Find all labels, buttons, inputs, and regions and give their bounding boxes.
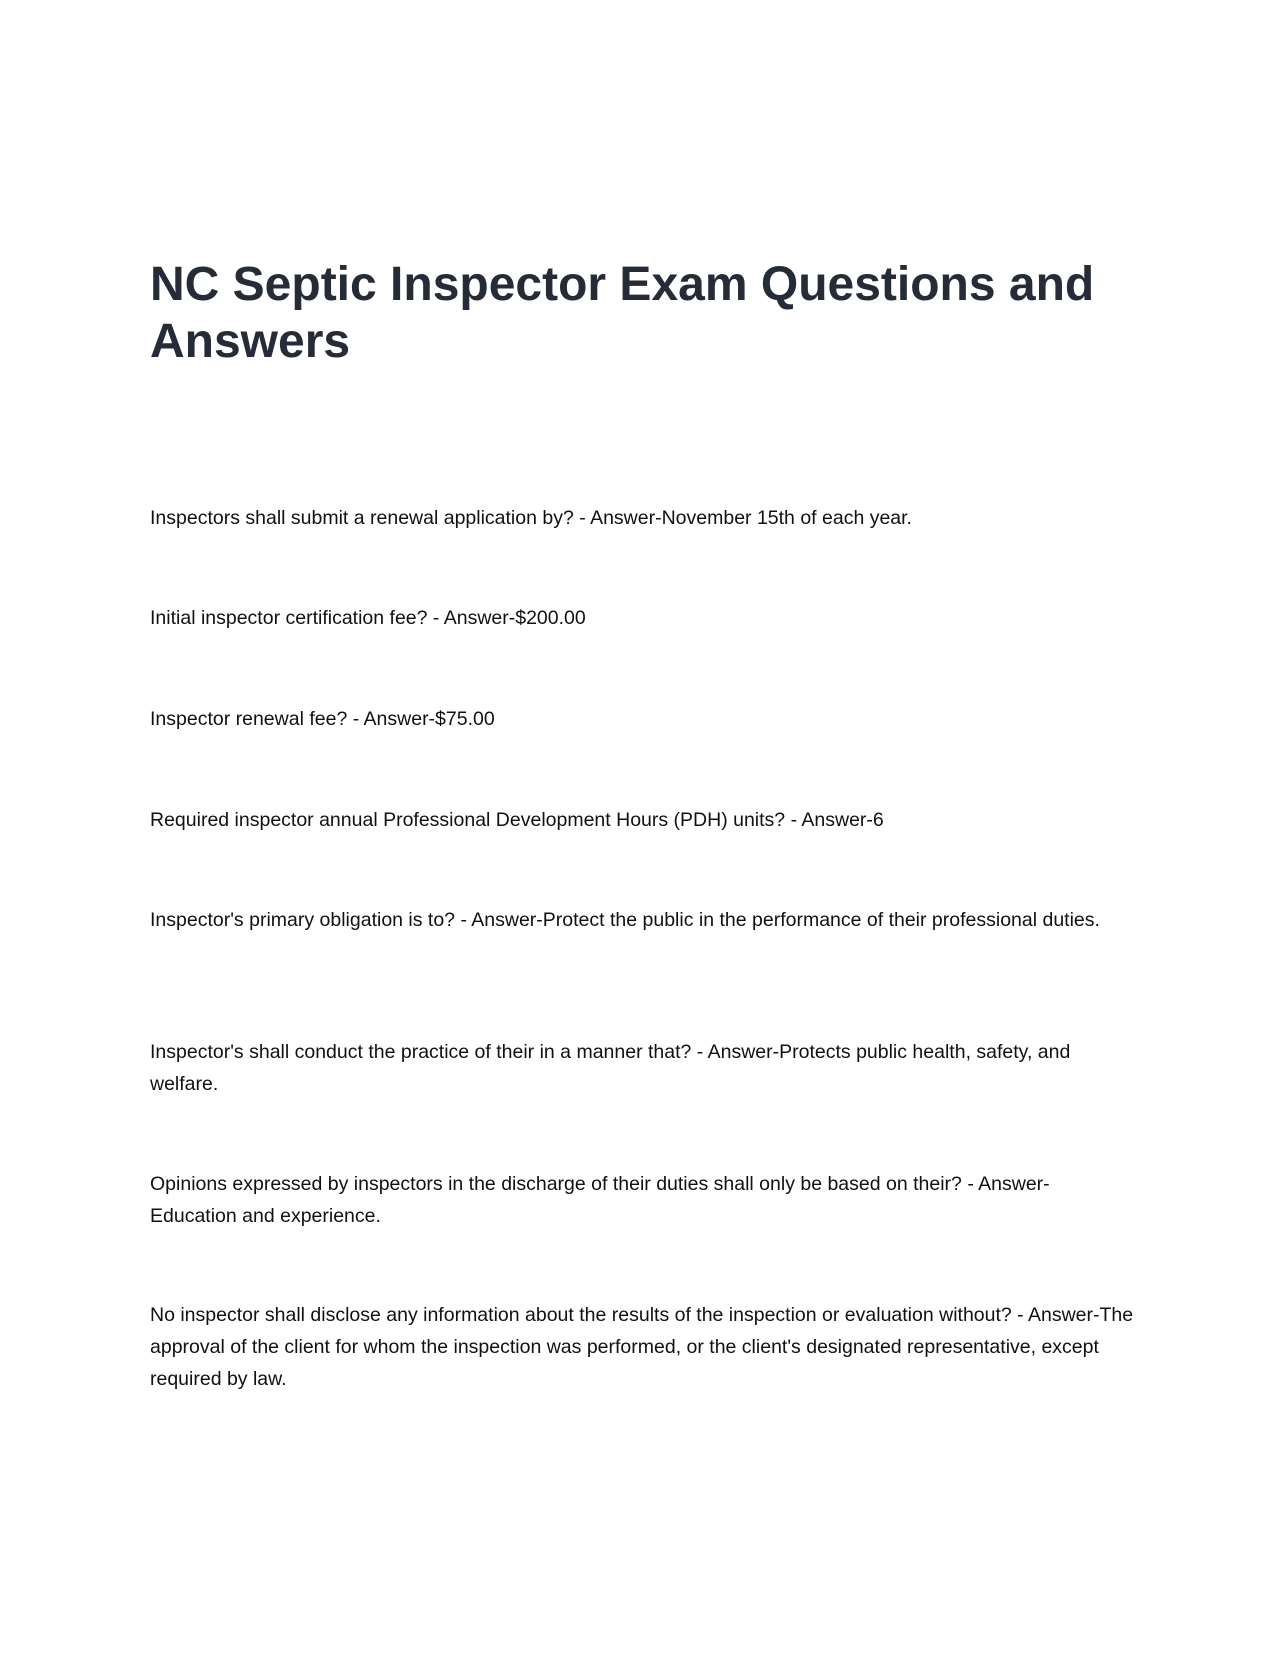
qa-item: Inspectors shall submit a renewal application by? - Answer-November 15th of each year.: [150, 507, 912, 529]
qa-item: Inspector's primary obligation is to? - Answer-Protect the public in the performance of their professional duties.: [150, 909, 1100, 931]
qa-item: No inspector shall disclose any information about the results of the inspection or evaluation without? - Answer-The approval of the client for whom the inspection was performed, or the client's designated representative, except required by law.: [150, 1304, 1134, 1390]
document-title: NC Septic Inspector Exam Questions and Answers: [150, 258, 1095, 368]
qa-item: Required inspector annual Professional Development Hours (PDH) units? - Answer-6: [150, 809, 884, 831]
qa-item: Opinions expressed by inspectors in the discharge of their duties shall only be based on their? - Answer-Education and experience.: [150, 1173, 1050, 1227]
qa-item: Initial inspector certification fee? - Answer-$200.00: [150, 607, 586, 629]
qa-item: Inspector's shall conduct the practice of their in a manner that? - Answer-Protects public health, safety, and welfare.: [150, 1041, 1071, 1095]
qa-item: Inspector renewal fee? - Answer-$75.00: [150, 708, 495, 730]
